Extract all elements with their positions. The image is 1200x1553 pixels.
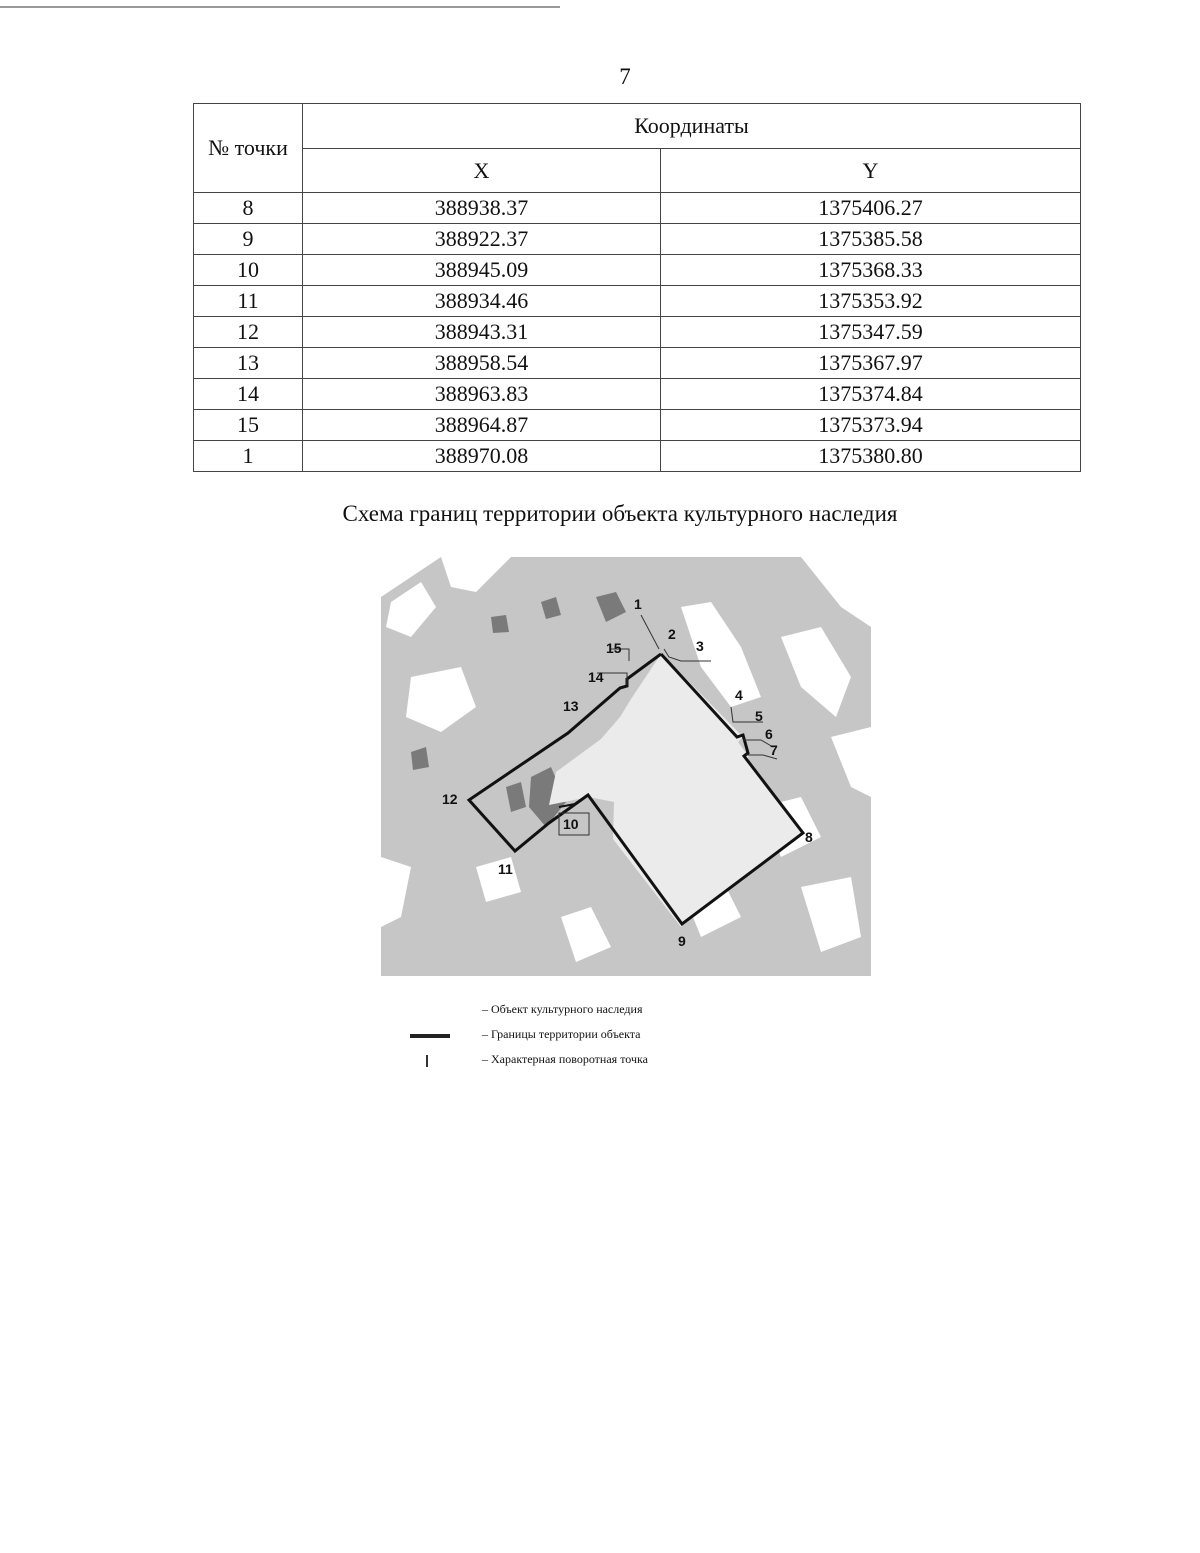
header-coordinates: Координаты [303,104,1081,149]
header-x: X [303,149,661,193]
table-row [194,286,1081,317]
point-label-15: 15 [606,640,622,656]
header-point-number: № точки [194,104,303,193]
cell-point: 9 [194,224,303,255]
table-row [194,224,1081,255]
page-number: 7 [619,64,631,89]
point-label-2: 2 [668,626,676,642]
table-row [194,317,1081,348]
legend-heritage-text: – Объект культурного наследия [482,1002,643,1016]
map-legend [400,1000,820,1075]
cell-y: 1375368.33 [661,255,1081,286]
cell-x: 388922.37 [303,224,661,255]
point-label-6: 6 [765,726,773,742]
point-label-11: 11 [498,861,513,877]
legend-row-heritage [400,1000,820,1025]
legend-row-point [400,1050,820,1075]
legend-row-boundary [400,1025,820,1050]
point-label-10: 10 [563,816,579,832]
cell-point: 13 [194,348,303,379]
table-row [194,410,1081,441]
legend-point-text: – Характерная поворотная точка [482,1052,648,1066]
cell-x: 388934.46 [303,286,661,317]
point-label-9: 9 [678,933,686,949]
cell-x: 388943.31 [303,317,661,348]
cell-x: 388958.54 [303,348,661,379]
cell-point: 8 [194,193,303,224]
cell-point: 1 [194,441,303,472]
boundary-map [381,557,871,976]
point-label-14: 14 [588,669,604,685]
cell-point: 10 [194,255,303,286]
cell-y: 1375374.84 [661,379,1081,410]
scheme-title: Схема границ территории объекта культурного наследия [342,501,898,526]
point-label-8: 8 [805,829,813,845]
point-label-3: 3 [696,638,704,654]
table-row [194,379,1081,410]
cell-point: 11 [194,286,303,317]
point-label-7: 7 [770,742,778,758]
cell-y: 1375380.80 [661,441,1081,472]
cell-point: 14 [194,379,303,410]
cell-point: 15 [194,410,303,441]
cell-x: 388945.09 [303,255,661,286]
boundary-line-symbol [400,1029,460,1043]
top-rule [0,6,560,8]
heritage-object-symbol [400,1004,460,1018]
table-row [194,441,1081,472]
point-label-1: 1 [634,596,642,612]
cell-y: 1375406.27 [661,193,1081,224]
cell-x: 388963.83 [303,379,661,410]
legend-boundary-text: – Границы территории объекта [482,1027,641,1041]
point-label-5: 5 [755,708,763,724]
table-row [194,255,1081,286]
cell-y: 1375385.58 [661,224,1081,255]
point-label-4: 4 [735,687,743,703]
table-row [194,193,1081,224]
cell-y: 1375367.97 [661,348,1081,379]
header-y: Y [661,149,1081,193]
cell-x: 388938.37 [303,193,661,224]
turning-point-symbol [400,1054,460,1068]
cell-x: 388964.87 [303,410,661,441]
table-row [194,348,1081,379]
cell-y: 1375353.92 [661,286,1081,317]
cell-y: 1375347.59 [661,317,1081,348]
cell-x: 388970.08 [303,441,661,472]
cell-y: 1375373.94 [661,410,1081,441]
point-label-13: 13 [563,698,579,714]
point-label-12: 12 [442,791,458,807]
coordinates-table [193,103,1081,472]
cell-point: 12 [194,317,303,348]
